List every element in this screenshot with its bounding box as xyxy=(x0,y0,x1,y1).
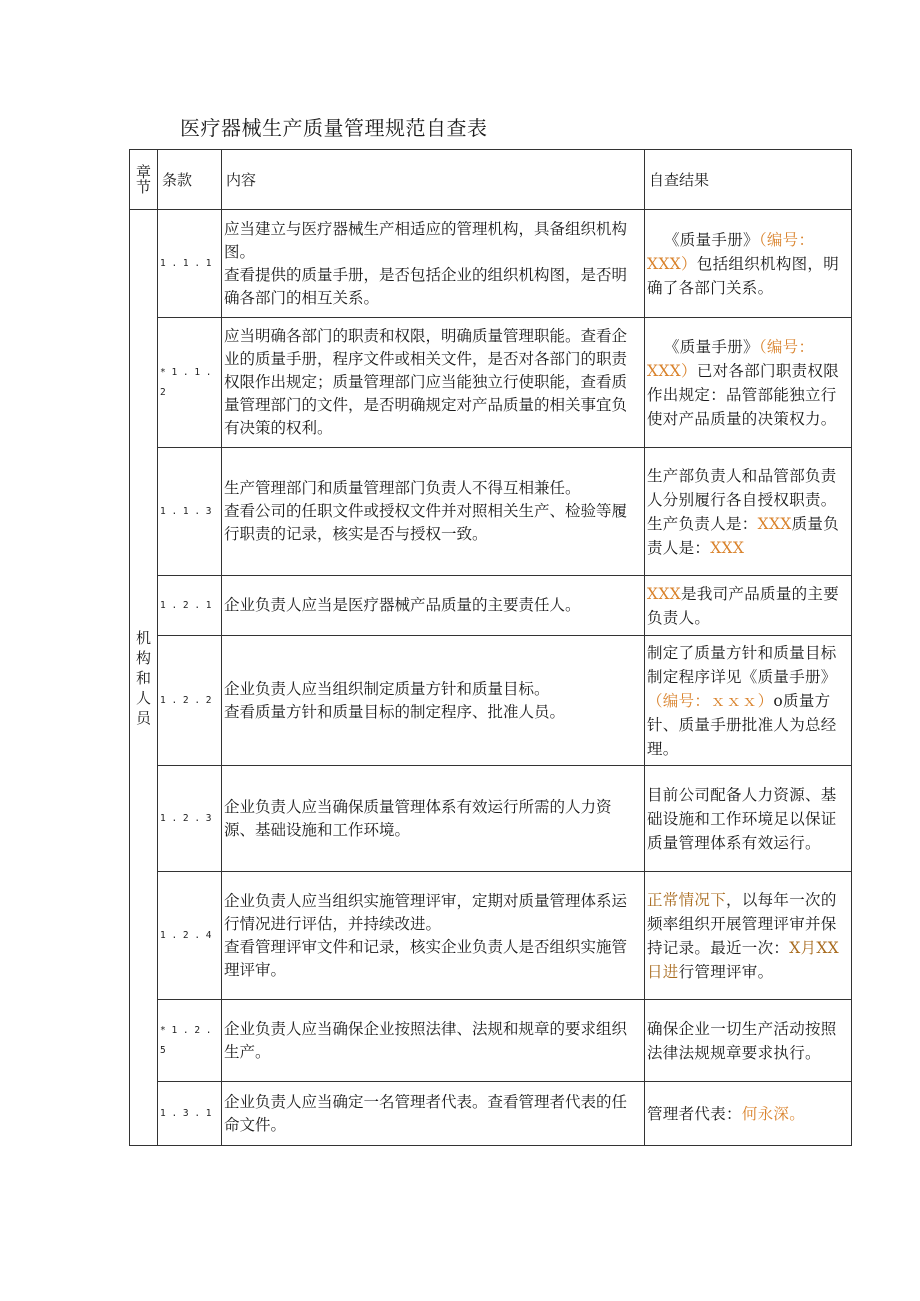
clause-code: 1 . 2 . 3 xyxy=(158,766,222,872)
clause-code: 1 . 3 . 1 xyxy=(158,1082,222,1146)
table-row xyxy=(130,448,852,576)
content-paragraph: 生产管理部门和质量管理部门负责人不得互相兼任。 xyxy=(224,479,581,497)
header-content: 内容 xyxy=(222,150,645,210)
clause-content xyxy=(222,210,645,318)
content-paragraph: 查看公司的任职文件或授权文件并对照相关生产、检验等履行职责的记录，核实是否与授权一致。 xyxy=(224,502,628,543)
result-segment: 质量负责人是： xyxy=(647,514,840,557)
clause-code: 1 . 2 . 1 xyxy=(158,576,222,636)
self-check-result xyxy=(645,318,852,448)
table-header-row xyxy=(130,150,852,210)
clause-code: * 1 . 1 . 2 xyxy=(158,318,222,448)
result-segment: XXX xyxy=(647,584,682,603)
clause-content xyxy=(222,766,645,872)
content-paragraph: 查看质量方针和质量目标的制定程序、批准人员。 xyxy=(224,702,566,721)
content-paragraph: 查看管理评审文件和记录，核实企业负责人是否组织实施管理评审。 xyxy=(224,937,628,979)
content-paragraph: 企业负责人应当确保质量管理体系有效运行所需的人力资源、基础设施和工作环境。 xyxy=(224,797,612,839)
table-row xyxy=(130,872,852,1000)
chapter-cell xyxy=(130,210,158,1146)
content-paragraph: 企业负责人应当确定一名管理者代表。查看管理者代表的任命文件。 xyxy=(224,1092,628,1134)
chapter-label: 机构和人员 xyxy=(135,628,151,727)
content-paragraph: 企业负责人应当是医疗器械产品质量的主要责任人。 xyxy=(224,596,581,614)
result-segment: 《质量手册》 xyxy=(664,337,759,356)
result-segment: 目前公司配备人力资源、基础设施和工作环境足以保证质量管理体系有效运行。 xyxy=(647,785,837,852)
clause-content xyxy=(222,1082,645,1146)
clause-content xyxy=(222,576,645,636)
self-check-result xyxy=(645,636,852,766)
self-check-result xyxy=(645,766,852,872)
result-segment: 《质量手册》 xyxy=(664,230,759,249)
table-row xyxy=(130,1082,852,1146)
table-row xyxy=(130,1000,852,1082)
self-check-table xyxy=(129,149,852,1146)
self-check-result xyxy=(645,872,852,1000)
table-row xyxy=(130,766,852,872)
table-row xyxy=(130,636,852,766)
result-segment: o质量方针、质量手册批准人为总经理。 xyxy=(647,691,837,758)
result-segment: 是我司产品质量的主要负责人。 xyxy=(647,584,840,627)
result-segment: 正常情况下 xyxy=(647,890,727,909)
result-segment: 生产部负责人和品管部负责人分别履行各自授权职责。生产负责人是： xyxy=(647,466,837,533)
result-segment: 已对各部门职责权限作出规定：品管部能独立行使对产品质量的决策权力。 xyxy=(647,361,840,428)
content-paragraph: 企业负责人应当确保企业按照法律、法规和规章的要求组织生产。 xyxy=(224,1019,628,1061)
result-segment: 管理者代表： xyxy=(647,1104,742,1123)
header-chapter: 章节 xyxy=(130,150,158,210)
header-clause: 条款 xyxy=(158,150,222,210)
content-paragraph: 应当建立与医疗器械生产相适应的管理机构，具备组织机构图。 xyxy=(224,219,628,261)
self-check-result xyxy=(645,448,852,576)
content-paragraph: 企业负责人应当组织实施管理评审，定期对质量管理体系运行情况进行评估，并持续改进。 xyxy=(224,891,628,933)
clause-content xyxy=(222,448,645,576)
content-paragraph: 应当明确各部门的职责和权限，明确质量管理职能。查看企业的质量手册，程序文件或相关文件，是否对各部门的职责权限作出规定；质量管理部门应当能独立行使职能，查看质量管理部门的文件，是否明确规定对产品质量的相关事宜负有决策的权利。 xyxy=(224,327,628,437)
clause-content xyxy=(222,318,645,448)
result-segment: XXX xyxy=(757,514,792,533)
content-paragraph: 查看提供的质量手册，是否包括企业的组织机构图，是否明确各部门的相互关系。 xyxy=(224,265,628,307)
clause-code: 1 . 2 . 2 xyxy=(158,636,222,766)
result-segment: （编号：XXX） xyxy=(647,337,815,380)
table-row xyxy=(130,576,852,636)
result-segment: 何永深。 xyxy=(741,1104,806,1123)
clause-code: 1 . 2 . 4 xyxy=(158,872,222,1000)
clause-code: * 1 . 2 . 5 xyxy=(158,1000,222,1082)
result-segment: X月XX日进 xyxy=(647,938,840,981)
self-check-result xyxy=(645,576,852,636)
content-paragraph: 企业负责人应当组织制定质量方针和质量目标。 xyxy=(224,679,550,698)
result-segment: XXX xyxy=(710,538,745,557)
result-segment: 包括组织机构图，明确了各部门关系。 xyxy=(647,254,840,297)
self-check-result xyxy=(645,1000,852,1082)
clause-code: 1 . 1 . 3 xyxy=(158,448,222,576)
result-segment: 确保企业一切生产活动按照法律法规规章要求执行。 xyxy=(647,1019,837,1062)
clause-content xyxy=(222,1000,645,1082)
clause-content xyxy=(222,636,645,766)
table-row xyxy=(130,318,852,448)
table-row xyxy=(130,210,852,318)
result-segment: （编号：XXX） xyxy=(647,230,815,273)
header-result: 自查结果 xyxy=(645,150,852,210)
result-segment: ，以每年一次的频率组织开展管理评审并保持记录。最近一次： xyxy=(647,890,837,957)
page-title: 医疗器械生产质量管理规范自查表 xyxy=(180,116,488,140)
clause-content xyxy=(222,872,645,1000)
self-check-result xyxy=(645,1082,852,1146)
result-segment: 行管理评审。 xyxy=(678,962,774,981)
self-check-result xyxy=(645,210,852,318)
result-segment: （编号：ｘｘｘ） xyxy=(647,691,774,710)
clause-code: 1 . 1 . 1 xyxy=(158,210,222,318)
result-segment: 制定了质量方针和质量目标制定程序详见《质量手册》 xyxy=(647,643,837,686)
